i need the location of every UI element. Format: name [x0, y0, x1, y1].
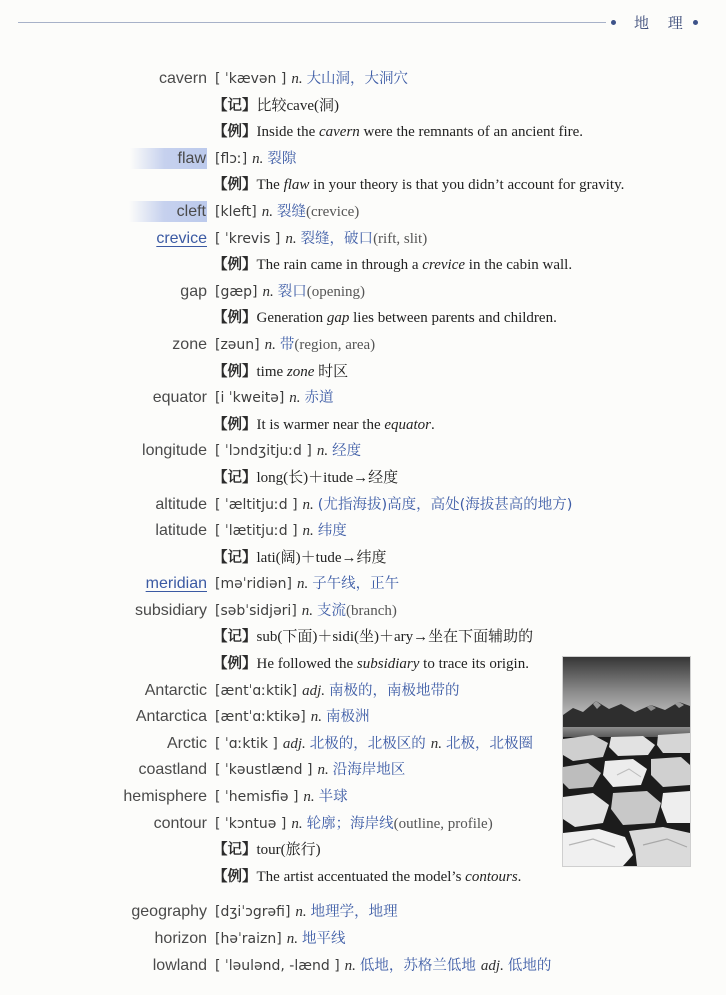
definition: 子午线，正午 — [312, 576, 400, 593]
arctic-ice-illustration — [563, 657, 690, 866]
definition: 低地的 — [507, 957, 552, 974]
headword: latitude — [155, 522, 207, 540]
headword-cell — [0, 226, 207, 253]
entry-longitude — [0, 438, 700, 465]
example-keyword: zone — [286, 363, 315, 380]
phonetic: [kleft] — [215, 203, 257, 220]
example-row — [0, 119, 700, 146]
part-of-speech: n. — [262, 283, 274, 300]
headword: zone — [172, 335, 207, 353]
example-keyword: equator — [384, 416, 432, 433]
headword: coastland — [138, 761, 207, 779]
entry-latitude — [0, 518, 700, 545]
entry-cleft — [0, 199, 700, 226]
example-text: to trace its origin. — [419, 656, 529, 673]
memo-text: 比较cave(洞) — [256, 97, 339, 114]
example-text: The artist accentuated the model’s — [256, 868, 466, 885]
part-of-speech: n. — [295, 904, 307, 921]
definition: 北极的，北极区的 — [309, 735, 426, 752]
phonetic: [ ˈæltitjuːd ] — [215, 496, 298, 513]
example-text: lies between parents and children. — [349, 310, 557, 327]
memo-text: sub(下面)＋sidi(坐)＋ary→坐在下面辅助的 — [256, 629, 534, 646]
headword-cell — [0, 678, 207, 705]
example-keyword: subsidiary — [356, 656, 420, 673]
definition: 地理学，地理 — [310, 904, 398, 921]
entry-gap — [0, 279, 700, 306]
example-text: 时区 — [314, 363, 349, 380]
definition: 轮廓；海岸线 — [306, 815, 394, 832]
headword: gap — [180, 282, 207, 300]
phonetic: [ ˈlɔndʒitjuːd ] — [215, 443, 312, 460]
definition-synonyms: (rift, slit) — [373, 230, 428, 247]
example-text: time — [256, 363, 287, 380]
headword: Arctic — [167, 734, 207, 752]
entry-zone — [0, 332, 700, 359]
headword: Antarctica — [135, 708, 207, 726]
example-keyword: crevice — [422, 257, 466, 274]
headword-cell — [0, 492, 207, 519]
phonetic: [ ˈhemisfiə ] — [215, 789, 299, 806]
phonetic: [ ˈkəustlænd ] — [215, 762, 313, 779]
headword: flaw — [130, 148, 207, 169]
memo-text: long(长)＋itude→经度 — [256, 469, 399, 486]
headword-cell — [0, 279, 207, 306]
definition: 大山洞，大洞穴 — [306, 71, 409, 87]
example-text: in your theory is that you didn’t account for gravity. — [309, 177, 625, 194]
headword-cell — [0, 926, 207, 953]
headword-cell — [0, 784, 207, 811]
headword-cell — [0, 438, 207, 465]
entry-flaw — [0, 146, 700, 173]
part-of-speech: adj. — [302, 682, 326, 699]
phonetic: [ ˈɑːktik ] — [215, 735, 278, 752]
memo-row — [0, 545, 700, 572]
part-of-speech: n. — [302, 523, 314, 540]
example-row — [0, 252, 700, 279]
example-row — [0, 305, 700, 332]
example-text: . — [431, 416, 435, 433]
entry-cavern — [0, 66, 700, 93]
phonetic: [i ˈkweitə] — [215, 390, 285, 407]
headword-cell — [0, 899, 207, 926]
arctic-ice-photo — [563, 657, 690, 866]
headword-cell — [0, 598, 207, 625]
part-of-speech: n. — [261, 203, 273, 220]
phonetic: [ ˈləulənd, -lænd ] — [215, 957, 340, 974]
headword: longitude — [142, 442, 207, 460]
memo-tag: 【记】 — [213, 97, 257, 114]
example-text: He followed the — [256, 656, 357, 673]
headword: lowland — [152, 956, 207, 974]
header-dot-left — [611, 20, 616, 25]
headword: cavern — [158, 70, 207, 87]
example-text: . — [517, 868, 522, 885]
example-text: Generation — [256, 310, 327, 327]
part-of-speech: adj. — [282, 735, 306, 752]
headword: subsidiary — [134, 601, 207, 619]
headword-cell — [0, 146, 207, 173]
headword-cell — [0, 811, 207, 838]
phonetic: [æntˈɑːktik] — [215, 682, 298, 699]
part-of-speech: n. — [296, 576, 309, 593]
definition-synonyms: (outline, profile) — [393, 815, 493, 832]
part-of-speech: n. — [291, 815, 303, 832]
entry-equator — [0, 385, 700, 412]
entry-section-2 — [0, 899, 700, 979]
headword-cell — [0, 704, 207, 731]
example-keyword: contours — [465, 868, 518, 885]
definition: 经度 — [332, 443, 362, 460]
definition-synonyms: (crevice) — [305, 203, 360, 220]
phonetic: [flɔː] — [215, 150, 248, 167]
part-of-speech: n. — [301, 602, 314, 619]
definition: 南极洲 — [325, 709, 370, 726]
headword-cell — [0, 332, 207, 359]
part-of-speech: n. — [303, 789, 315, 806]
definition-synonyms: (opening) — [306, 283, 366, 300]
headword-cell — [0, 731, 207, 758]
part-of-speech: n. — [286, 931, 298, 947]
part-of-speech: n. — [264, 336, 276, 353]
example-tag: 【例】 — [213, 257, 257, 274]
example-tag: 【例】 — [213, 868, 257, 885]
memo-row — [0, 93, 700, 120]
part-of-speech: n. — [317, 762, 329, 779]
entry-crevice — [0, 226, 700, 253]
headword: hemisphere — [123, 788, 207, 806]
definition: 南极的，南极地带的 — [329, 682, 460, 699]
example-row — [0, 359, 700, 386]
part-of-speech: n. — [316, 443, 329, 460]
part-of-speech: n. — [302, 496, 314, 513]
example-tag: 【例】 — [213, 656, 257, 673]
memo-tag: 【记】 — [213, 549, 257, 566]
example-text: It is warmer near the — [256, 416, 385, 433]
headword-cell — [0, 757, 207, 784]
definition: 低地，苏格兰低地 — [359, 957, 476, 974]
example-row — [0, 864, 700, 891]
part-of-speech: adj. — [480, 957, 504, 974]
phonetic: [həˈraizn] — [215, 931, 282, 947]
example-keyword: flaw — [283, 177, 310, 194]
part-of-speech: n. — [430, 735, 443, 752]
definition: 半球 — [318, 789, 348, 806]
phonetic: [dʒiˈɔgrəfi] — [215, 904, 291, 921]
example-text: The rain came in through a — [256, 257, 423, 274]
phonetic: [ ˈkævən ] — [215, 71, 287, 87]
headword: crevice — [156, 229, 207, 247]
entry-altitude — [0, 492, 700, 519]
chapter-title: 地 理 — [634, 14, 690, 32]
example-keyword: cavern — [318, 124, 360, 141]
definition: 裂口 — [277, 283, 307, 300]
entry-lowland — [0, 953, 700, 980]
headword: meridian — [145, 575, 207, 593]
example-text: were the remnants of an ancient fire. — [359, 124, 584, 141]
memo-row — [0, 624, 700, 651]
headword: equator — [152, 389, 207, 407]
definition: 赤道 — [304, 390, 334, 407]
memo-tag: 【记】 — [213, 469, 257, 486]
definition: 纬度 — [317, 523, 347, 540]
phonetic: [ ˈkɔntuə ] — [215, 815, 287, 832]
headword-cell — [0, 518, 207, 545]
phonetic: [gæp] — [215, 283, 258, 300]
definition: 支流 — [317, 602, 347, 619]
example-tag: 【例】 — [213, 310, 257, 327]
header-rule — [18, 22, 606, 23]
example-row — [0, 172, 700, 199]
entry-subsidiary — [0, 598, 700, 625]
headword-cell — [0, 953, 207, 980]
memo-row — [0, 465, 700, 492]
entry-meridian — [0, 571, 700, 598]
headword-cell — [0, 199, 207, 226]
headword: geography — [131, 903, 207, 921]
example-row — [0, 412, 700, 439]
headword: horizon — [154, 930, 207, 947]
memo-tag: 【记】 — [213, 629, 257, 646]
headword: cleft — [129, 201, 207, 222]
phonetic: [ ˈlætitjuːd ] — [215, 523, 298, 540]
entry-geography — [0, 899, 700, 926]
example-tag: 【例】 — [213, 416, 257, 433]
headword-cell — [0, 385, 207, 412]
memo-tag: 【记】 — [213, 842, 257, 859]
definition-synonyms: (branch) — [346, 602, 397, 619]
definition: 带 — [279, 336, 295, 353]
entry-horizon — [0, 926, 700, 953]
headword: Antarctic — [144, 681, 207, 699]
example-text: in the cabin wall. — [465, 257, 573, 274]
part-of-speech: n. — [289, 390, 301, 407]
headword: contour — [153, 814, 207, 832]
definition: 裂隙 — [267, 150, 297, 167]
phonetic: [ ˈkrevis ] — [215, 230, 281, 247]
definition: 地平线 — [301, 931, 346, 947]
phonetic: [səbˈsidjəri] — [215, 602, 297, 619]
example-tag: 【例】 — [213, 177, 257, 194]
part-of-speech: n. — [285, 230, 297, 247]
headword-cell — [0, 66, 207, 93]
example-keyword: gap — [326, 310, 350, 327]
definition: 裂缝，破口 — [300, 230, 374, 247]
definition: 裂缝 — [276, 203, 306, 220]
header-dot-right — [693, 20, 698, 25]
headword: altitude — [155, 495, 207, 513]
phonetic: [æntˈɑːktikə] — [215, 709, 306, 726]
definition: 沿海岸地区 — [332, 762, 406, 779]
part-of-speech: n. — [310, 709, 322, 726]
phonetic: [zəun] — [215, 336, 260, 353]
headword-cell — [0, 571, 207, 598]
part-of-speech: n. — [291, 71, 303, 87]
memo-text: lati(阔)＋tude→纬度 — [256, 549, 387, 566]
memo-text: tour(旅行) — [256, 842, 321, 859]
part-of-speech: n. — [252, 150, 264, 167]
example-tag: 【例】 — [213, 124, 257, 141]
definition: 北极，北极圈 — [446, 735, 534, 752]
example-text: Inside the — [256, 124, 319, 141]
example-tag: 【例】 — [213, 363, 257, 380]
definition-synonyms: (region, area) — [294, 336, 376, 353]
example-text: The — [256, 177, 284, 194]
definition: (尤指海拔)高度，高处(海拔甚高的地方) — [317, 496, 573, 513]
phonetic: [məˈridiən] — [215, 576, 292, 593]
part-of-speech: n. — [344, 957, 356, 974]
